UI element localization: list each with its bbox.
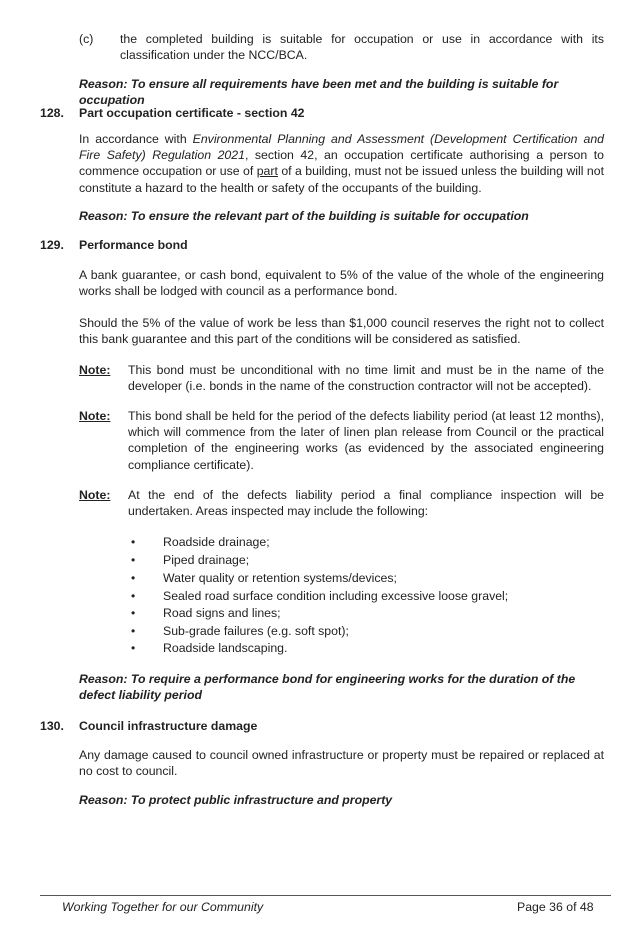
bullet-item: Sub-grade failures (e.g. soft spot); — [163, 624, 349, 638]
footer-tagline: Working Together for our Community — [62, 900, 264, 914]
bullet-icon: • — [131, 624, 136, 638]
note-label-1: Note: — [79, 363, 111, 377]
reason-127: Reason: To ensure all requirements have been met and the building is suitable for occupation — [79, 77, 559, 108]
section-128-paragraph — [79, 131, 604, 196]
section-heading-128: Part occupation certificate - section 42 — [79, 106, 305, 120]
reason-128: Reason: To ensure the relevant part of the building is suitable for occupation — [79, 209, 529, 223]
reason-129: Reason: To require a performance bond for engineering works for the duration of the defect liability period — [79, 672, 576, 703]
bullet-icon: • — [131, 589, 136, 603]
bullet-item: Water quality or retention systems/devices; — [163, 571, 397, 585]
section-heading-129: Performance bond — [79, 238, 188, 252]
reason-130: Reason: To protect public infrastructure and property — [79, 793, 393, 807]
bullet-icon: • — [131, 606, 136, 620]
para-text: of a building, must not be issued unless the building will not constitute a hazard to the health or safety of the occupants of the building. — [79, 164, 604, 195]
section-129-para-2: Should the 5% of the value of work be less than $1,000 council reserves the right not to collect this bank guarantee and this part of the conditions will be considered as satisfied. — [79, 316, 604, 347]
para-text: , section 42, an occupation certificate authorising a person to commence occupation or use of — [79, 148, 604, 179]
bullet-item: Road signs and lines; — [163, 606, 281, 620]
bullet-icon: • — [131, 571, 136, 585]
list-item-label: (c) — [79, 32, 94, 46]
footer-divider — [40, 895, 611, 896]
note-text-1: This bond must be unconditional with no time limit and must be in the name of the developer (i.e. bonds in the name of the construction contractor will not be accepted). — [128, 363, 604, 394]
list-item-text: the completed building is suitable for occupation or use in accordance with its classification under the NCC/BCA. — [120, 32, 604, 63]
bullet-item: Roadside landscaping. — [163, 641, 288, 655]
note-text-3: At the end of the defects liability period a final compliance inspection will be undertaken. Areas inspected may include the following: — [128, 488, 604, 519]
section-130-paragraph: Any damage caused to council owned infrastructure or property must be repaired or replaced at no cost to council. — [79, 748, 604, 779]
section-number-128: 128. — [40, 106, 64, 120]
bullet-item: Sealed road surface condition including excessive loose gravel; — [163, 589, 509, 603]
bullet-item: Piped drainage; — [163, 553, 250, 567]
bullet-item: Roadside drainage; — [163, 535, 270, 549]
section-129-para-1: A bank guarantee, or cash bond, equivalent to 5% of the value of the whole of the engineering works shall be lodged with council as a performance bond. — [79, 268, 604, 299]
note-label-3: Note: — [79, 488, 111, 502]
bullet-icon: • — [131, 641, 136, 655]
section-number-129: 129. — [40, 238, 64, 252]
regulation-title: Environmental Planning and Assessment (Development Certification and Fire Safety) Regulation 2021 — [79, 132, 604, 163]
note-label-2: Note: — [79, 409, 111, 423]
section-number-130: 130. — [40, 719, 64, 733]
para-text: In accordance with — [79, 132, 193, 146]
section-heading-130: Council infrastructure damage — [79, 719, 258, 733]
bullet-icon: • — [131, 535, 136, 549]
page-number: Page 36 of 48 — [517, 900, 594, 914]
bullet-icon: • — [131, 553, 136, 567]
note-text-2: This bond shall be held for the period of the defects liability period (at least 12 months), which will commence from the later of linen plan release from Council or the practical completion of the engineering works (as evidenced by the associated engineering compliance certificate). — [128, 409, 604, 472]
part-underlined: part — [256, 164, 278, 179]
